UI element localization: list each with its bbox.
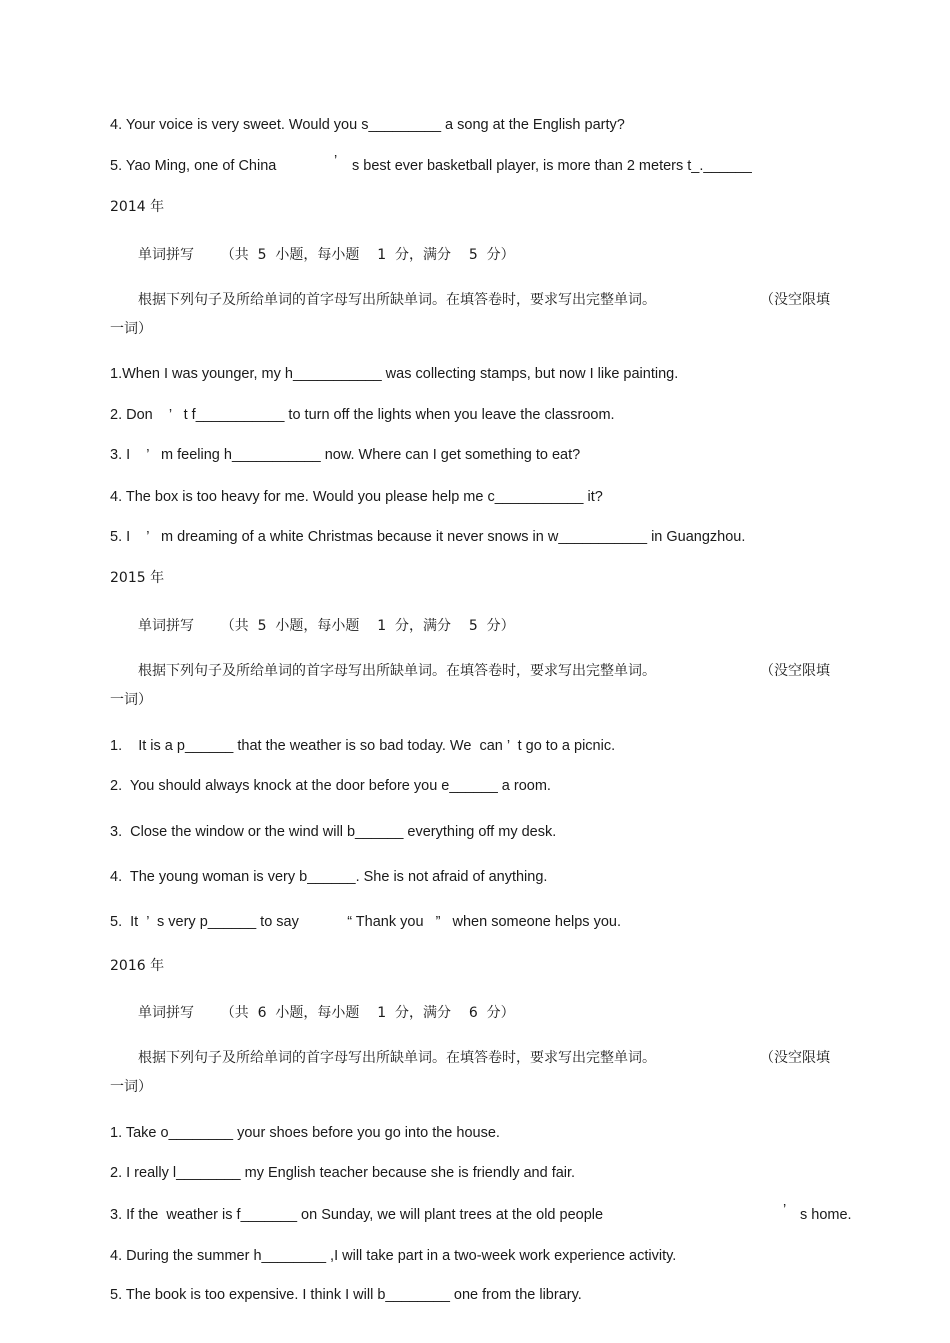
year-2016: 2016 年 [110, 958, 165, 974]
apostrophe: ’ [334, 153, 338, 169]
note-2014: （没空限填 [760, 292, 830, 308]
item-2015-5: 5. It ’ s very p______ to say “ Thank you ” when someone helps you. [110, 914, 621, 930]
item-2016-3: 3. If the weather is f_______ on Sunday, we will plant trees at the old people [110, 1207, 604, 1223]
item-2014-1: 1.When I was younger, my h___________ was collecting stamps, but now I like painting. [110, 366, 679, 382]
item-2015-2: 2. You should always knock at the door before you e______ a room. [110, 778, 551, 794]
section-heading-2016: 单词拼写 （共 6 小题，每小题 1 分，满分 6 分） [138, 1005, 515, 1021]
note-2014-cont: 一词） [110, 321, 152, 337]
note-2015: （没空限填 [760, 663, 830, 679]
item-2016-3-tail: s home. [800, 1207, 852, 1223]
item-2014-2: 2. Don ’ t f___________ to turn off the lights when you leave the classroom. [110, 407, 615, 423]
item-2014-3: 3. I ’ m feeling h___________ now. Where can I get something to eat? [110, 447, 581, 463]
item-2015-1: 1. It is a p______ that the weather is so bad today. We can ’ t go to a picnic. [110, 738, 616, 754]
note-2016: （没空限填 [760, 1050, 830, 1066]
question-4: 4. Your voice is very sweet. Would you s_________ a song at the English party? [110, 117, 625, 133]
item-2014-5: 5. I ’ m dreaming of a white Christmas because it never snows in w___________ in Guangzhou. [110, 529, 746, 545]
item-2014-4: 4. The box is too heavy for me. Would you please help me c___________ it? [110, 489, 603, 505]
item-2016-2: 2. I really l________ my English teacher because she is friendly and fair. [110, 1165, 576, 1181]
item-2015-3: 3. Close the window or the wind will b______ everything off my desk. [110, 824, 557, 840]
item-2016-4: 4. During the summer h________ ,I will take part in a two-week work experience activity. [110, 1248, 677, 1264]
section-heading-2015: 单词拼写 （共 5 小题，每小题 1 分，满分 5 分） [138, 618, 515, 634]
note-2015-cont: 一词） [110, 692, 152, 708]
note-2016-cont: 一词） [110, 1079, 152, 1095]
year-2015: 2015 年 [110, 570, 165, 586]
apostrophe: ’ [783, 1202, 787, 1218]
item-2016-1: 1. Take o________ your shoes before you go into the house. [110, 1125, 500, 1141]
item-2015-4: 4. The young woman is very b______. She is not afraid of anything. [110, 869, 548, 885]
instruction-2015: 根据下列句子及所给单词的首字母写出所缺单词。在填答卷时，要求写出完整单词。 [138, 663, 656, 679]
section-heading-2014: 单词拼写 （共 5 小题，每小题 1 分，满分 5 分） [138, 247, 515, 263]
year-2014: 2014 年 [110, 199, 165, 215]
question-5-part-1: 5. Yao Ming, one of China [110, 158, 277, 174]
question-5-part-2: s best ever basketball player, is more than 2 meters t_.______ [352, 158, 752, 174]
instruction-2014: 根据下列句子及所给单词的首字母写出所缺单词。在填答卷时，要求写出完整单词。 [138, 292, 656, 308]
item-2016-5: 5. The book is too expensive. I think I will b________ one from the library. [110, 1287, 582, 1303]
instruction-2016: 根据下列句子及所给单词的首字母写出所缺单词。在填答卷时，要求写出完整单词。 [138, 1050, 656, 1066]
